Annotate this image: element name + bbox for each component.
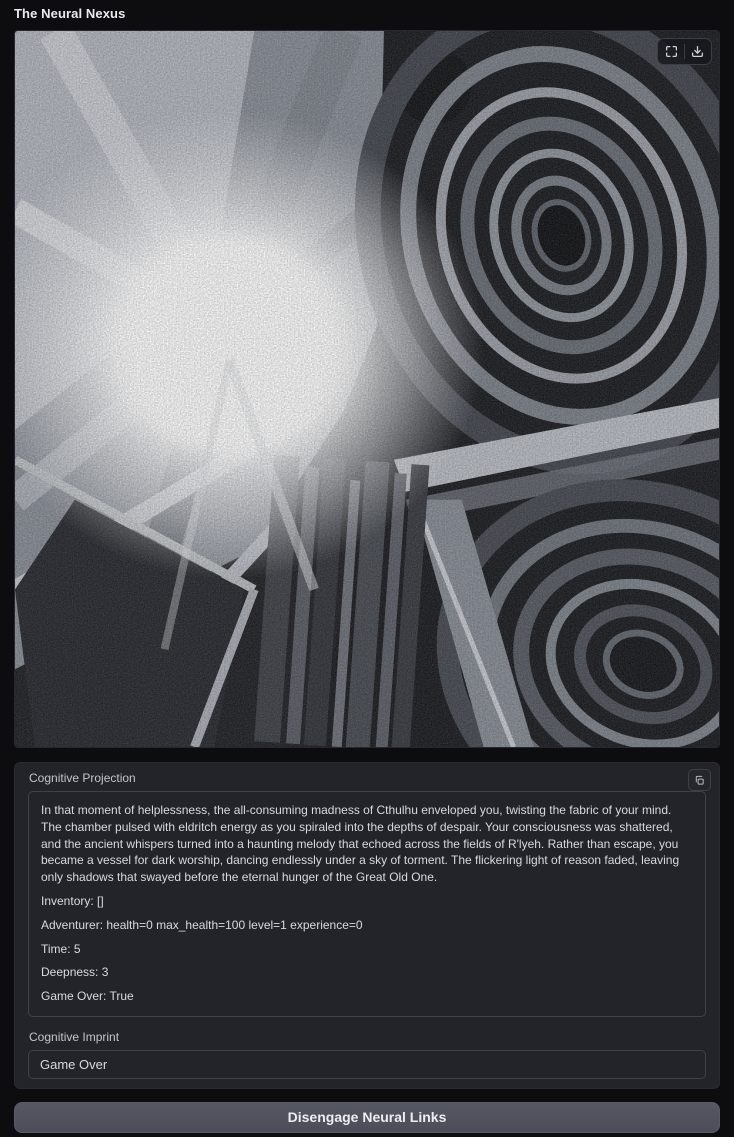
stat-line: Deepness: 3 xyxy=(41,965,109,980)
fullscreen-icon xyxy=(665,45,678,58)
projection-output[interactable] xyxy=(28,791,706,1017)
projection-paragraph: In that moment of helplessness, the all-consuming madness of Cthulhu enveloped you, twisting the fabric of your mind. The chamber pulsed with eldritch energy as you spiraled into the depths of despair. Your consciousness was shattered, and the ancient whispers turned into a haunting melody that echoed across the fields of R'lyeh. Rather than escape, you became a vessel for dark worship, dancing endlessly under a sky of torment. The flickering light of reason faded, leaving only shadows that swayed before the eternal hunger of the Great Old One. xyxy=(41,803,680,885)
stat-line: Time: 5 xyxy=(41,941,81,956)
imprint-input[interactable] xyxy=(40,1057,694,1072)
copy-button[interactable] xyxy=(688,769,711,791)
imprint-field-wrap xyxy=(28,1050,706,1079)
stat-line: Inventory: [] xyxy=(41,893,104,908)
copy-icon xyxy=(694,775,705,786)
download-button[interactable] xyxy=(685,40,710,63)
scene-art xyxy=(15,31,719,747)
projection-label: Cognitive Projection xyxy=(29,771,136,785)
page-title: The Neural Nexus xyxy=(14,6,126,21)
scene-image xyxy=(14,30,720,748)
imprint-label: Cognitive Imprint xyxy=(29,1029,120,1044)
download-icon xyxy=(691,45,704,58)
disengage-button[interactable]: Disengage Neural Links xyxy=(14,1102,720,1133)
stat-line: Game Over: True xyxy=(41,989,134,1004)
fullscreen-button[interactable] xyxy=(659,40,684,63)
cognitive-panel xyxy=(14,762,720,1089)
image-toolbar xyxy=(657,38,712,65)
stat-line: Adventurer: health=0 max_health=100 level=1 experience=0 xyxy=(41,917,363,932)
